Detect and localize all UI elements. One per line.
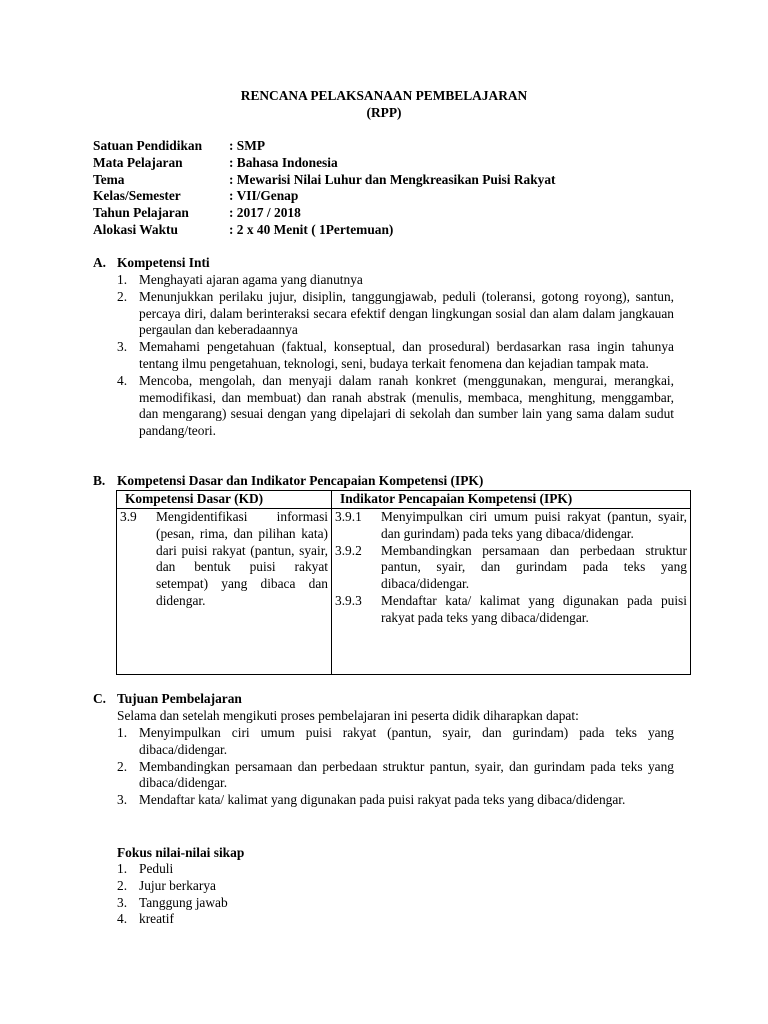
identity-label: Alokasi Waktu [93, 221, 178, 237]
fokus-list [117, 861, 228, 928]
identity-row [93, 222, 556, 239]
list-item [117, 373, 674, 440]
identity-row [93, 155, 556, 172]
item-text: Mendaftar kata/ kalimat yang digunakan pada puisi rakyat pada teks yang dibaca/didengar. [139, 792, 626, 808]
item-number: 1. [117, 861, 128, 876]
identity-row [93, 172, 556, 189]
list-item [117, 895, 228, 912]
identity-value: : 2 x 40 Menit ( 1Pertemuan) [229, 221, 394, 237]
list-item [117, 339, 674, 373]
ipk-text: Menyimpulkan ciri umum puisi rakyat (pantun, syair, dan gurindam) pada teks yang dibaca/didengar. [381, 509, 687, 541]
identity-value: : Bahasa Indonesia [229, 154, 338, 170]
identity-label: Satuan Pendidikan [93, 138, 203, 153]
ipk-text: Mendaftar kata/ kalimat yang digunakan pada puisi rakyat pada teks yang dibaca/didengar. [381, 592, 687, 625]
item-number: 2. [117, 758, 128, 774]
document-title [0, 88, 768, 122]
item-text: Jujur berkarya [139, 877, 216, 893]
tujuan-intro: Selama dan setelah mengikuti proses pembelajaran ini peserta didik diharapkan dapat: [117, 708, 579, 723]
item-number: 3. [117, 792, 128, 808]
list-item [117, 759, 674, 793]
table-header-row [117, 491, 691, 509]
ipk-entry [335, 543, 687, 593]
section-letter: C. [93, 691, 107, 706]
item-number: 3. [117, 894, 128, 910]
list-item [117, 272, 674, 289]
item-text: Memahami pengetahuan (faktual, konseptual, dan prosedural) berdasarkan rasa ingin tahunya tentang ilmu pengetahuan, teknologi, seni, budaya terkait fenomena dan kejadian tampak mata. [139, 339, 674, 371]
kd-ipk-table [116, 490, 691, 675]
kd-cell [117, 509, 332, 675]
section-title: Tujuan Pembelajaran [117, 691, 242, 706]
ipk-code: 3.9.1 [335, 509, 362, 524]
section-a-heading [93, 255, 210, 272]
item-number: 4. [117, 911, 128, 927]
identity-label: Tahun Pelajaran [93, 205, 189, 221]
section-b-heading [93, 473, 483, 490]
item-text: Menyimpulkan ciri umum puisi rakyat (pantun, syair, dan gurindam) pada teks yang dibaca/didengar. [139, 725, 674, 757]
identity-value: : Mewarisi Nilai Luhur dan Mengkreasikan Puisi Rakyat [229, 171, 556, 187]
identity-label: Kelas/Semester [93, 188, 181, 204]
kd-code: 3.9 [120, 509, 137, 524]
item-text: kreatif [139, 911, 174, 927]
ipk-entry [335, 593, 687, 627]
list-item [117, 289, 674, 339]
item-number: 3. [117, 339, 128, 355]
identity-label: Mata Pelajaran [93, 154, 183, 170]
item-number: 2. [117, 877, 128, 893]
kompetensi-inti-list [117, 272, 674, 440]
fokus-heading: Fokus nilai-nilai sikap [117, 845, 245, 860]
item-text: Peduli [139, 861, 174, 876]
ipk-code: 3.9.2 [335, 542, 362, 558]
item-text: Mencoba, mengolah, dan menyaji dalam ranah konkret (menggunakan, mengurai, merangkai, memodifikasi, dan membuat) dan ranah abstrak (menulis, membaca, menghitung, menggambar, dan mengarang) sesuai dengan yang dipelajari di sekolah dan sumber lain yang sama dalam sudut pandang/teori. [139, 372, 674, 439]
section-letter: A. [93, 255, 107, 270]
section-letter: B. [93, 473, 106, 488]
list-item [117, 861, 228, 878]
section-c-heading [93, 691, 242, 708]
identity-block [93, 138, 556, 239]
identity-row [93, 188, 556, 205]
table-row [117, 509, 691, 675]
column-header-ipk: Indikator Pencapaian Kompetensi (IPK) [332, 491, 691, 509]
item-number: 1. [117, 725, 128, 740]
kd-entry [120, 509, 328, 610]
ipk-entry [335, 509, 687, 543]
list-item [117, 911, 228, 928]
list-item [117, 878, 228, 895]
item-number: 2. [117, 288, 128, 304]
list-item [117, 792, 674, 809]
section-title: Kompetensi Dasar dan Indikator Pencapaian Kompetensi (IPK) [117, 473, 484, 488]
item-number: 1. [117, 272, 128, 287]
tujuan-list [117, 725, 674, 809]
identity-value: : SMP [229, 138, 266, 153]
identity-value: : VII/Genap [229, 188, 299, 204]
kd-text: Mengidentifikasi informasi (pesan, rima, dan pilihan kata) dari puisi rakyat (pantun, syair, dan bentuk puisi rakyat setempat) yang dibaca dan didengar. [156, 509, 328, 608]
ipk-text: Membandingkan persamaan dan perbedaan struktur pantun, syair, dan gurindam pada teks yang dibaca/didengar. [381, 542, 687, 592]
item-text: Membandingkan persamaan dan perbedaan struktur pantun, syair, dan gurindam pada teks yang dibaca/didengar. [139, 758, 674, 791]
ipk-cell [332, 509, 691, 675]
title-line-1: RENCANA PELAKSANAAN PEMBELAJARAN [240, 88, 528, 103]
item-text: Menghayati ajaran agama yang dianutnya [139, 272, 363, 287]
title-line-2: (RPP) [366, 105, 402, 120]
item-number: 4. [117, 372, 128, 388]
section-title: Kompetensi Inti [117, 255, 210, 270]
list-item [117, 725, 674, 759]
item-text: Menunjukkan perilaku jujur, disiplin, tanggungjawab, peduli (toleransi, gotong royong), santun, percaya diri, dalam berinteraksi secara efektif dengan lingkungan sosial dan alam dalam jangkauan pergaulan dan keberadaannya [139, 288, 674, 338]
identity-row [93, 138, 556, 155]
column-header-kd: Kompetensi Dasar (KD) [117, 491, 332, 509]
identity-value: : 2017 / 2018 [229, 205, 301, 221]
item-text: Tanggung jawab [139, 894, 228, 910]
identity-label: Tema [93, 171, 125, 187]
ipk-code: 3.9.3 [335, 592, 362, 608]
identity-row [93, 205, 556, 222]
